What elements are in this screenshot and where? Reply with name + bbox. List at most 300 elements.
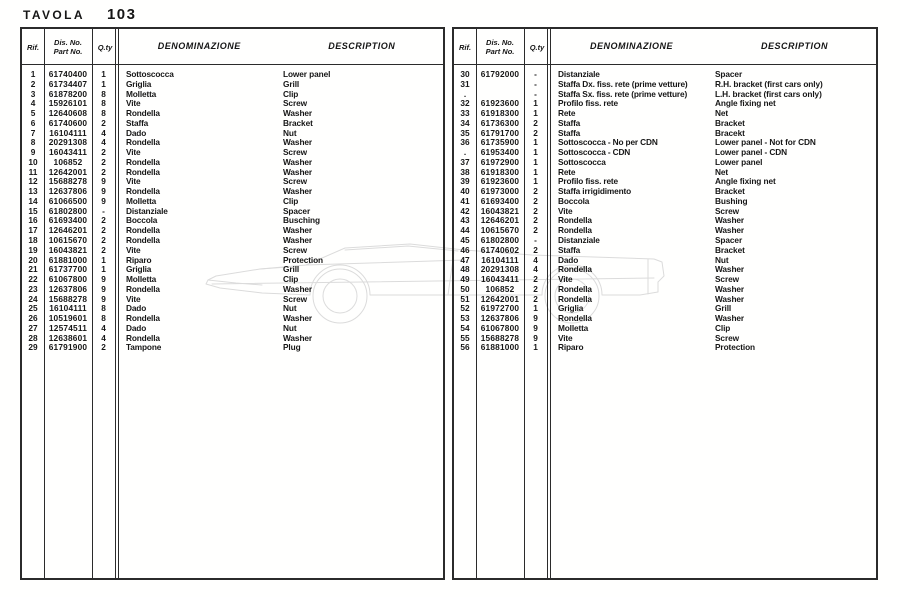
cell-denominazione: Vite	[126, 147, 141, 158]
cell-denominazione: Tampone	[126, 342, 162, 353]
cell-description: Screw	[715, 205, 739, 216]
cell-main	[118, 129, 443, 139]
cell-part-number: 12637806	[48, 186, 88, 197]
cell-qty: 4	[101, 322, 106, 333]
cell-qty: 8	[101, 98, 106, 109]
cell-denominazione: Vite	[126, 98, 141, 109]
cell-main	[118, 99, 443, 109]
cell-denominazione: Rondella	[558, 283, 592, 294]
cell-description: Protection	[283, 254, 324, 265]
cell-denominazione: Rondella	[558, 215, 592, 226]
cell-denominazione: Staffa Dx. fiss. rete (prime vetture)	[558, 78, 688, 89]
cell-qty: 4	[101, 137, 106, 148]
cell-qty: 9	[101, 186, 106, 197]
cell-part-number: 61918300	[480, 108, 520, 119]
cell-description: Bracket	[283, 117, 313, 128]
header-part-number	[476, 38, 524, 56]
cell-rif: 19	[28, 244, 38, 255]
table-row	[454, 275, 876, 285]
cell-rif: 15	[28, 205, 38, 216]
cell-rif: 48	[460, 264, 470, 275]
cell-part-number: 16104111	[49, 303, 87, 314]
cell-main	[550, 236, 876, 246]
cell-qty: 1	[101, 264, 106, 275]
cell-description: Clip	[283, 195, 299, 206]
cell-rif: 45	[460, 235, 470, 246]
cell-part-number: 16043821	[480, 205, 520, 216]
cell-part-number: 61734407	[48, 78, 88, 89]
header-rif: Rif.	[458, 43, 472, 52]
cell-part-number: 61792000	[480, 69, 520, 79]
cell-qty: 2	[101, 342, 106, 353]
cell-rif: 52	[460, 303, 470, 314]
cell-part-number: 61802800	[480, 235, 520, 246]
cell-description: Washer	[283, 108, 313, 119]
cell-description: Angle fixing net	[715, 98, 776, 109]
cell-main	[118, 324, 443, 334]
cell-denominazione: Vite	[126, 244, 141, 255]
cell-main	[118, 119, 443, 129]
cell-denominazione: Profilo fiss. rete	[558, 176, 619, 187]
cell-main	[550, 324, 876, 334]
cell-description: Screw	[283, 98, 307, 109]
cell-part-number: 15688278	[48, 176, 88, 187]
cell-rif: 12	[28, 176, 38, 187]
cell-part-number: 15688278	[48, 293, 88, 304]
cell-denominazione: Griglia	[126, 78, 152, 89]
cell-main	[118, 138, 443, 148]
cell-description: Washer	[715, 313, 745, 324]
cell-rif: 22	[28, 274, 38, 285]
cell-part-number: 61740400	[48, 69, 88, 79]
cell-rif: 50	[460, 283, 470, 294]
header-denominazione: DENOMINAZIONE	[157, 41, 241, 51]
cell-rif: 7	[30, 127, 36, 138]
cell-part-number: 16043411	[480, 274, 520, 285]
cell-part-number: 61735900	[480, 137, 520, 148]
cell-part-number: 16104111	[49, 127, 87, 138]
cell-main	[550, 109, 876, 119]
cell-denominazione: Rondella	[126, 332, 160, 343]
cell-part-number: 61878200	[48, 88, 88, 99]
cell-description: Clip	[283, 88, 299, 99]
header-qty: Q.ty	[97, 43, 113, 52]
cell-description: Spacer	[715, 235, 743, 246]
table-header	[22, 29, 443, 65]
cell-qty: 2	[533, 244, 538, 255]
cell-denominazione: Molletta	[126, 195, 157, 206]
cell-description: Lower panel	[283, 69, 331, 79]
cell-qty: 2	[533, 195, 538, 206]
cell-main	[118, 207, 443, 217]
cell-qty: 8	[101, 313, 106, 324]
cell-denominazione: Staffa	[558, 117, 581, 128]
cell-rif: 32	[460, 98, 470, 109]
cell-denominazione: Dado	[126, 303, 147, 314]
cell-denominazione: Staffa	[126, 117, 149, 128]
cell-description: Screw	[715, 332, 739, 343]
cell-qty: 2	[101, 235, 106, 246]
cell-qty: 1	[533, 156, 538, 167]
cell-description: Lower panel	[715, 156, 763, 167]
cell-rif: 41	[460, 195, 470, 206]
cell-rif: 28	[28, 332, 38, 343]
cell-qty: 1	[101, 254, 106, 265]
cell-main	[550, 256, 876, 266]
cell-part-number: 12642001	[48, 166, 88, 177]
cell-rif: 47	[460, 254, 470, 265]
cell-denominazione: Dado	[558, 254, 579, 265]
cell-main	[118, 177, 443, 187]
cell-part-number: 61791700	[480, 127, 520, 138]
cell-qty: -	[534, 235, 537, 246]
cell-part-number: 61067800	[48, 274, 88, 285]
cell-denominazione: Rondella	[558, 293, 592, 304]
cell-main	[118, 80, 443, 90]
cell-qty: 2	[101, 117, 106, 128]
cell-qty: 2	[533, 117, 538, 128]
cell-qty: 2	[533, 186, 538, 197]
cell-description: Spacer	[283, 205, 311, 216]
cell-part-number: 10615670	[48, 235, 88, 246]
cell-main	[118, 187, 443, 197]
header-description: DESCRIPTION	[760, 41, 828, 51]
cell-denominazione: Distanziale	[126, 205, 168, 216]
cell-rif: 27	[28, 322, 38, 333]
table-body	[454, 70, 876, 353]
cell-rif: 26	[28, 313, 38, 324]
cell-description: Nut	[283, 322, 297, 333]
cell-denominazione: Vite	[558, 274, 573, 285]
cell-main	[118, 343, 443, 353]
cell-rif: 37	[460, 156, 470, 167]
cell-denominazione: Rondella	[126, 186, 160, 197]
cell-rif: .	[463, 147, 467, 158]
cell-rif: 21	[28, 264, 38, 275]
cell-rif: 24	[28, 293, 38, 304]
cell-part-number: 61693400	[480, 195, 520, 206]
cell-rif: 40	[460, 186, 470, 197]
cell-qty: 2	[533, 225, 538, 236]
cell-rif: 35	[460, 127, 470, 138]
cell-qty: 2	[101, 225, 106, 236]
cell-main	[118, 109, 443, 119]
cell-qty: 9	[101, 195, 106, 206]
header-part-number	[44, 38, 92, 56]
cell-rif: 33	[460, 108, 470, 119]
cell-denominazione: Boccola	[558, 195, 590, 206]
cell-description: Screw	[715, 274, 739, 285]
cell-part-number: 16043411	[48, 147, 88, 158]
cell-part-number: 61881000	[48, 254, 88, 265]
cell-denominazione: Sottoscocca - CDN	[558, 147, 631, 158]
cell-main	[550, 275, 876, 285]
cell-rif: 39	[460, 176, 470, 187]
cell-rif: 23	[28, 283, 38, 294]
cell-rif: 38	[460, 166, 470, 177]
cell-description: Washer	[283, 235, 313, 246]
header-qty: Q.ty	[529, 43, 545, 52]
cell-rif: 3	[30, 88, 36, 99]
header-dis-no: Dis. No.	[54, 38, 82, 47]
cell-description: Lower panel - CDN	[715, 147, 788, 158]
cell-denominazione: Staffa irrigidimento	[558, 186, 632, 197]
cell-description: Screw	[283, 244, 307, 255]
cell-rif: 53	[460, 313, 470, 324]
cell-rif: 17	[28, 225, 38, 236]
cell-description: Grill	[715, 303, 732, 314]
cell-rif: 44	[460, 225, 470, 236]
cell-qty: 8	[101, 303, 106, 314]
cell-part-number: 106852	[485, 283, 515, 294]
cell-qty: 9	[533, 332, 538, 343]
cell-part-number: 61802800	[48, 205, 88, 216]
cell-qty: 9	[533, 322, 538, 333]
cell-qty: 4	[533, 264, 538, 275]
cell-part-number: 61693400	[48, 215, 88, 226]
cell-part-number: 12574511	[48, 322, 88, 333]
cell-rif: 18	[28, 235, 38, 246]
cell-denominazione: Rondella	[126, 313, 160, 324]
cell-description: Washer	[283, 225, 313, 236]
cell-main	[118, 246, 443, 256]
cell-main	[118, 334, 443, 344]
cell-part-number: 61737700	[48, 264, 88, 275]
cell-main	[118, 148, 443, 158]
cell-main	[550, 334, 876, 344]
cell-qty: 2	[101, 215, 106, 226]
cell-qty: 1	[101, 69, 106, 79]
cell-main	[118, 158, 443, 168]
cell-qty: 9	[101, 283, 106, 294]
cell-denominazione: Sottoscocca	[126, 69, 174, 79]
cell-denominazione: Rondella	[126, 283, 160, 294]
cell-rif: 11	[28, 166, 38, 177]
cell-rif: 8	[30, 137, 36, 148]
cell-main	[118, 314, 443, 324]
cell-description: Washer	[283, 166, 313, 177]
cell-qty: 2	[533, 274, 538, 285]
cell-rif: 5	[30, 108, 36, 119]
cell-qty: 9	[101, 176, 106, 187]
cell-main	[118, 70, 443, 80]
cell-description: Lower panel - Not for CDN	[715, 137, 816, 148]
cell-rif: 42	[460, 205, 470, 216]
cell-main	[118, 168, 443, 178]
cell-denominazione: Rondella	[126, 156, 160, 167]
cell-main	[550, 295, 876, 305]
cell-description: Clip	[283, 274, 299, 285]
cell-description: R.H. bracket (first cars only)	[715, 78, 823, 89]
cell-denominazione: Rondella	[126, 235, 160, 246]
cell-denominazione: Vite	[126, 176, 141, 187]
cell-rif: 9	[30, 147, 36, 158]
cell-qty: 2	[101, 156, 106, 167]
cell-qty: 1	[533, 342, 538, 353]
cell-description: Nut	[283, 303, 297, 314]
cell-denominazione: Vite	[558, 205, 573, 216]
cell-part-number: 61740600	[48, 117, 88, 128]
cell-rif: 25	[28, 303, 38, 314]
table-row	[22, 343, 443, 353]
cell-description: Bushing	[715, 195, 748, 206]
cell-qty: 1	[533, 108, 538, 119]
cell-main	[550, 304, 876, 314]
cell-rif: 2	[30, 78, 36, 89]
cell-qty: 1	[533, 166, 538, 177]
cell-main	[550, 197, 876, 207]
cell-part-number: 61740602	[480, 244, 520, 255]
cell-qty: 4	[101, 332, 106, 343]
cell-main	[118, 265, 443, 275]
cell-main	[550, 216, 876, 226]
cell-main	[550, 285, 876, 295]
cell-qty: 1	[101, 78, 106, 89]
cell-qty: 8	[101, 88, 106, 99]
cell-main	[118, 226, 443, 236]
cell-rif: 4	[30, 98, 36, 109]
cell-part-number: 16043821	[48, 244, 88, 255]
cell-description: Washer	[283, 283, 313, 294]
cell-denominazione: Vite	[126, 293, 141, 304]
cell-denominazione: Staffa	[558, 244, 581, 255]
cell-description: Busching	[283, 215, 320, 226]
cell-denominazione: Rondella	[126, 137, 160, 148]
cell-denominazione: Rondella	[558, 264, 592, 275]
header-rif: Rif.	[26, 43, 40, 52]
cell-denominazione: Staffa Sx. fiss. rete (prime vetture)	[558, 88, 688, 99]
cell-qty: 9	[101, 293, 106, 304]
cell-main	[118, 216, 443, 226]
cell-description: Washer	[283, 332, 313, 343]
cell-part-number: 61736300	[480, 117, 520, 128]
cell-denominazione: Rondella	[126, 108, 160, 119]
cell-denominazione: Boccola	[126, 215, 158, 226]
cell-description: Plug	[283, 342, 301, 353]
cell-description: Screw	[283, 147, 307, 158]
cell-rif: 16	[28, 215, 38, 226]
cell-part-number: 61953400	[480, 147, 520, 158]
cell-part-number: 10615670	[480, 225, 520, 236]
cell-description: Protection	[715, 342, 756, 353]
cell-description: Bracekt	[715, 127, 745, 138]
cell-description: Grill	[283, 78, 300, 89]
header-part-no: Part No.	[53, 47, 83, 56]
cell-rif: 46	[460, 244, 470, 255]
cell-part-number: 12640608	[48, 108, 88, 119]
cell-rif: 10	[28, 156, 38, 167]
tavola-label: TAVOLA	[23, 8, 85, 22]
cell-qty: 9	[101, 274, 106, 285]
cell-main	[118, 275, 443, 285]
cell-rif: 55	[460, 332, 470, 343]
cell-main	[118, 90, 443, 100]
cell-denominazione: Sottoscocca	[558, 156, 606, 167]
cell-denominazione: Griglia	[558, 303, 584, 314]
cell-rif: 30	[460, 69, 470, 79]
cell-denominazione: Riparo	[558, 342, 584, 353]
cell-qty: 2	[533, 205, 538, 216]
cell-qty: 1	[533, 98, 538, 109]
cell-rif: 1	[30, 69, 36, 79]
cell-part-number: 61067800	[480, 322, 520, 333]
cell-rif: 31	[460, 78, 470, 89]
table-row	[454, 343, 876, 353]
cell-description: Washer	[715, 293, 745, 304]
parts-table-left	[20, 27, 445, 580]
cell-part-number: 61972700	[480, 303, 520, 314]
tavola-number: 103	[106, 6, 137, 23]
cell-description: L.H. bracket (first cars only)	[715, 88, 822, 99]
cell-description: Nut	[283, 127, 297, 138]
cell-part-number: 12646201	[480, 215, 520, 226]
cell-qty: -	[534, 69, 537, 79]
cell-qty: 1	[533, 137, 538, 148]
cell-rif: 6	[30, 117, 36, 128]
cell-qty: -	[102, 205, 105, 216]
cell-part-number: 61973000	[480, 186, 520, 197]
cell-qty: 2	[533, 215, 538, 226]
cell-description: Nut	[715, 254, 729, 265]
cell-denominazione: Sottoscocca - No per CDN	[558, 137, 658, 148]
cell-denominazione: Rondella	[126, 225, 160, 236]
header-description: DESCRIPTION	[328, 41, 396, 51]
cell-part-number: 12642001	[480, 293, 520, 304]
cell-part-number: 20291308	[480, 264, 520, 275]
cell-description: Washer	[715, 215, 745, 226]
cell-description: Washer	[283, 186, 313, 197]
cell-part-number: 12637806	[48, 283, 88, 294]
cell-qty: 2	[533, 283, 538, 294]
cell-description: Net	[715, 108, 729, 119]
cell-rif: 14	[28, 195, 38, 206]
cell-part-number: 61918300	[480, 166, 520, 177]
cell-denominazione: Griglia	[126, 264, 152, 275]
cell-rif: 34	[460, 117, 470, 128]
cell-denominazione: Riparo	[126, 254, 152, 265]
cell-denominazione: Vite	[558, 332, 573, 343]
cell-part-number: 10519601	[48, 313, 88, 324]
cell-description: Washer	[283, 156, 313, 167]
cell-part-number: 61972900	[480, 156, 520, 167]
cell-main	[118, 295, 443, 305]
cell-main	[550, 343, 876, 353]
cell-main	[550, 99, 876, 109]
cell-qty: 1	[533, 176, 538, 187]
cell-description: Clip	[715, 322, 731, 333]
cell-main	[550, 314, 876, 324]
cell-rif: 56	[460, 342, 470, 353]
cell-denominazione: Rondella	[126, 166, 160, 177]
cell-description: Spacer	[715, 69, 743, 79]
page-title	[23, 6, 136, 23]
cell-description: Washer	[715, 264, 745, 275]
cell-denominazione: Molletta	[558, 322, 589, 333]
cell-denominazione: Staffa	[558, 127, 581, 138]
cell-description: Bracket	[715, 117, 745, 128]
cell-description: Washer	[715, 225, 745, 236]
cell-qty: 8	[101, 108, 106, 119]
cell-qty: 1	[533, 303, 538, 314]
cell-denominazione: Molletta	[126, 88, 157, 99]
cell-qty: 2	[101, 147, 106, 158]
cell-qty: 2	[101, 244, 106, 255]
header-part-no: Part No.	[485, 47, 515, 56]
cell-denominazione: Rete	[558, 108, 576, 119]
cell-main	[118, 236, 443, 246]
cell-part-number: 61881000	[480, 342, 520, 353]
cell-qty: 9	[533, 313, 538, 324]
